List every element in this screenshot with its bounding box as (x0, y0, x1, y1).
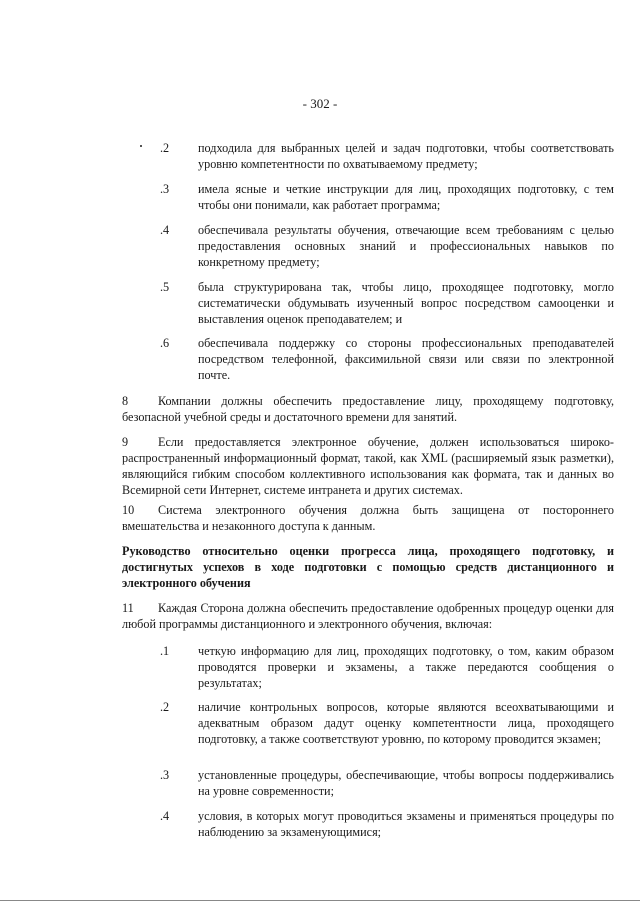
list-item-number: .1 (160, 644, 170, 658)
paragraph-number: 9 (122, 435, 129, 449)
page-number: - 302 - (302, 96, 338, 111)
list-item-text: наличие контрольных вопросов, которые являются всеохватывающими и адекватным образом дадут оценку компетентности лица, проходящего подготовку, а также соответствуют уровню, по которому проводится экзамен; (198, 700, 614, 746)
list-item-text: имела ясные и четкие инструкции для лиц, проходящих подготовку, с тем чтобы они понимали, как работает программа; (198, 182, 614, 212)
list-item-number: .4 (160, 223, 170, 237)
paragraph-text: Каждая Сторона должна обеспечить предоставление одобренных процедур оценки для любой программы дистанционного и электронного обучения, включая: (122, 601, 614, 631)
list-item-text: четкую информацию для лиц, проходящих подготовку, о том, каким образом проводятся проверки и экзамены, а также передаются сообщения о результатах; (198, 644, 614, 690)
paragraph-text: Система электронного обучения должна быть защищена от постороннего вмешательства и незаконного доступа к данным. (122, 503, 614, 533)
list-item-number: .6 (160, 336, 170, 350)
list-item-text: установленные процедуры, обеспечивающие, чтобы вопросы поддерживались на уровне современности; (198, 768, 614, 798)
paragraph-number: 10 (122, 503, 135, 517)
paragraph-text: Компании должны обеспечить предоставление лицу, проходящему подготовку, безопасной учебной среды и достаточного времени для занятий. (122, 394, 614, 424)
paragraph-9 (122, 434, 614, 498)
bottom-divider (0, 900, 640, 901)
list-item-number: .2 (160, 141, 170, 155)
list-item-text: подходила для выбранных целей и задач подготовки, чтобы соответствовать уровню компетентности по охватываемому предмету; (198, 141, 614, 171)
list-item-text: обеспечивала результаты обучения, отвечающие всем требованиям с целью предоставления основных знаний и профессиональных навыков по конкретному предмету; (198, 223, 614, 269)
paragraph-10 (122, 502, 614, 534)
list-item-number: .4 (160, 809, 170, 823)
list-item-text: была структурирована так, чтобы лицо, проходящее подготовку, могло систематически обдумывать изученный вопрос посредством самооценки и выставления оценок преподавателем; и (198, 280, 614, 326)
paragraph-8 (122, 393, 614, 425)
scan-speck (140, 145, 142, 147)
list-item-number: .3 (160, 768, 170, 782)
paragraph-11 (122, 600, 614, 632)
list-item-text: условия, в которых могут проводиться экзамены и применяться процедуры по наблюдению за экзаменующимися; (198, 809, 614, 839)
paragraph-text: Если предоставляется электронное обучение, должен использоваться широко-распространенный информационный формат, такой, как XML (расширяемый язык разметки), являющийся гибким способом коллективного использования как формата, так и данных во Всемирной сети Интернет, системе интранета и других системах. (122, 435, 614, 497)
list-item-number: .3 (160, 182, 170, 196)
list-item-number: .5 (160, 280, 170, 294)
paragraph-number: 11 (122, 601, 134, 615)
paragraph-number: 8 (122, 394, 129, 408)
list-item-number: .2 (160, 700, 170, 714)
list-item-text: обеспечивала поддержку со стороны профессиональных преподавателей посредством телефонной, факсимильной связи или связи по электронной почте. (198, 336, 614, 382)
section-heading: Руководство относительно оценки прогресса лица, проходящего подготовку, и достигнутых успехов в ходе подготовки с помощью средств дистанционного и электронного обучения (122, 544, 614, 590)
